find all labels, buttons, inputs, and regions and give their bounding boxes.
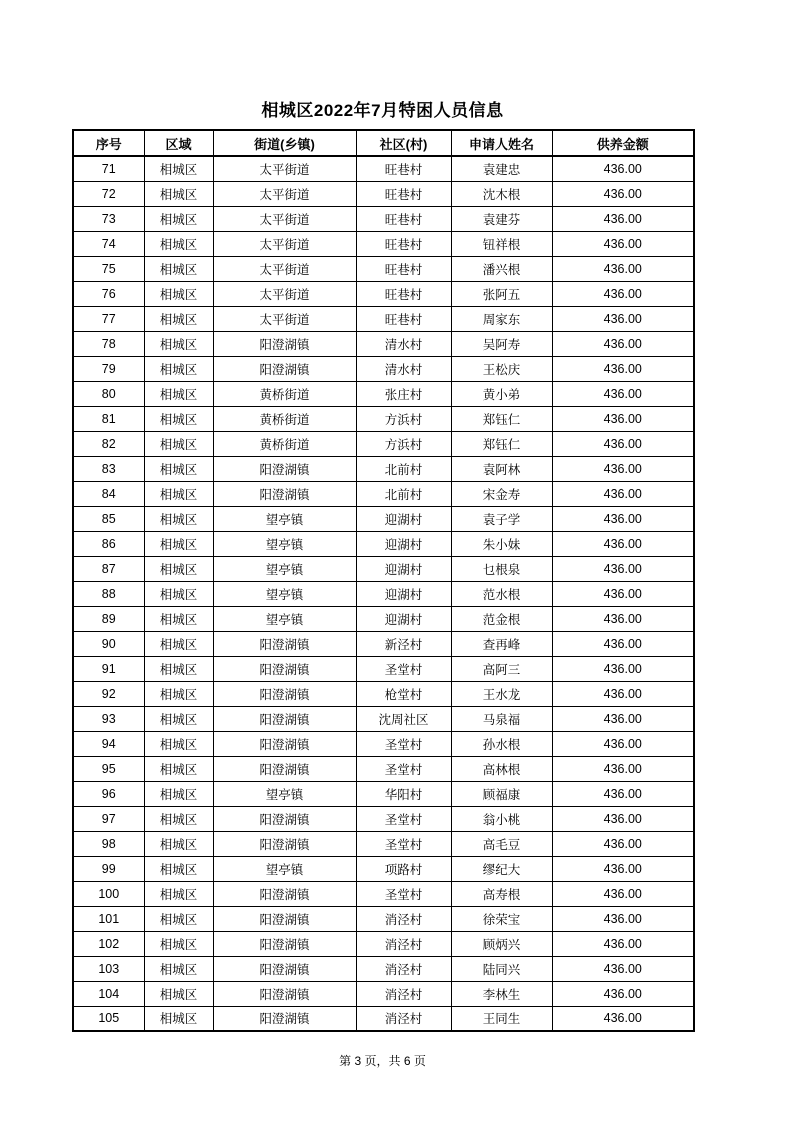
cell-community: 旺巷村 (356, 156, 451, 181)
cell-applicant: 顾福康 (451, 781, 552, 806)
cell-applicant: 高林根 (451, 756, 552, 781)
cell-amount: 436.00 (552, 506, 694, 531)
cell-street: 阳澄湖镇 (213, 806, 356, 831)
cell-street: 阳澄湖镇 (213, 906, 356, 931)
cell-applicant: 范金根 (451, 606, 552, 631)
cell-street: 望亭镇 (213, 531, 356, 556)
cell-community: 圣堂村 (356, 756, 451, 781)
table-row (73, 406, 694, 431)
cell-amount: 436.00 (552, 331, 694, 356)
cell-community: 方浜村 (356, 406, 451, 431)
cell-amount: 436.00 (552, 531, 694, 556)
cell-street: 阳澄湖镇 (213, 931, 356, 956)
cell-applicant: 朱小妹 (451, 531, 552, 556)
table-row (73, 931, 694, 956)
cell-community: 旺巷村 (356, 256, 451, 281)
cell-applicant: 孙水根 (451, 731, 552, 756)
cell-serial: 78 (73, 331, 144, 356)
cell-community: 迎湖村 (356, 556, 451, 581)
cell-applicant: 李林生 (451, 981, 552, 1006)
table-row (73, 381, 694, 406)
cell-applicant: 袁建芬 (451, 206, 552, 231)
table-row (73, 581, 694, 606)
cell-street: 望亭镇 (213, 506, 356, 531)
cell-community: 清水村 (356, 356, 451, 381)
cell-community: 消泾村 (356, 906, 451, 931)
cell-region: 相城区 (144, 881, 213, 906)
cell-community: 迎湖村 (356, 581, 451, 606)
cell-street: 太平街道 (213, 306, 356, 331)
cell-serial: 84 (73, 481, 144, 506)
cell-street: 阳澄湖镇 (213, 481, 356, 506)
cell-region: 相城区 (144, 156, 213, 181)
cell-applicant: 张阿五 (451, 281, 552, 306)
cell-region: 相城区 (144, 231, 213, 256)
cell-community: 消泾村 (356, 981, 451, 1006)
table-row (73, 206, 694, 231)
table-row (73, 556, 694, 581)
cell-applicant: 马泉福 (451, 706, 552, 731)
cell-community: 旺巷村 (356, 231, 451, 256)
cell-region: 相城区 (144, 631, 213, 656)
cell-applicant: 袁阿林 (451, 456, 552, 481)
cell-region: 相城区 (144, 281, 213, 306)
table-row (73, 506, 694, 531)
cell-applicant: 沈木根 (451, 181, 552, 206)
cell-region: 相城区 (144, 381, 213, 406)
column-header-applicant: 申请人姓名 (451, 130, 552, 156)
cell-amount: 436.00 (552, 781, 694, 806)
cell-amount: 436.00 (552, 806, 694, 831)
cell-community: 迎湖村 (356, 506, 451, 531)
cell-region: 相城区 (144, 456, 213, 481)
column-header-street: 街道(乡镇) (213, 130, 356, 156)
cell-serial: 97 (73, 806, 144, 831)
cell-serial: 82 (73, 431, 144, 456)
cell-applicant: 黄小弟 (451, 381, 552, 406)
cell-region: 相城区 (144, 1006, 213, 1031)
cell-serial: 91 (73, 656, 144, 681)
cell-street: 阳澄湖镇 (213, 1006, 356, 1031)
cell-street: 望亭镇 (213, 581, 356, 606)
cell-street: 黄桥街道 (213, 431, 356, 456)
cell-region: 相城区 (144, 256, 213, 281)
cell-street: 望亭镇 (213, 606, 356, 631)
cell-community: 张庄村 (356, 381, 451, 406)
cell-amount: 436.00 (552, 706, 694, 731)
cell-amount: 436.00 (552, 206, 694, 231)
cell-region: 相城区 (144, 756, 213, 781)
cell-amount: 436.00 (552, 656, 694, 681)
cell-serial: 95 (73, 756, 144, 781)
cell-amount: 436.00 (552, 406, 694, 431)
cell-region: 相城区 (144, 781, 213, 806)
cell-amount: 436.00 (552, 306, 694, 331)
cell-community: 旺巷村 (356, 181, 451, 206)
cell-serial: 83 (73, 456, 144, 481)
cell-community: 华阳村 (356, 781, 451, 806)
column-header-serial: 序号 (73, 130, 144, 156)
cell-region: 相城区 (144, 956, 213, 981)
page-title: 相城区2022年7月特困人员信息 (261, 101, 504, 120)
cell-community: 消泾村 (356, 931, 451, 956)
cell-applicant: 吴阿寿 (451, 331, 552, 356)
cell-community: 圣堂村 (356, 731, 451, 756)
cell-serial: 73 (73, 206, 144, 231)
cell-region: 相城区 (144, 856, 213, 881)
cell-amount: 436.00 (552, 181, 694, 206)
cell-serial: 81 (73, 406, 144, 431)
cell-amount: 436.00 (552, 481, 694, 506)
cell-serial: 71 (73, 156, 144, 181)
cell-street: 黄桥街道 (213, 381, 356, 406)
cell-serial: 72 (73, 181, 144, 206)
table-row (73, 231, 694, 256)
cell-applicant: 高毛豆 (451, 831, 552, 856)
cell-region: 相城区 (144, 556, 213, 581)
cell-serial: 98 (73, 831, 144, 856)
table-row (73, 981, 694, 1006)
cell-region: 相城区 (144, 706, 213, 731)
page-footer: 第 3 页，共 6 页 (339, 1054, 426, 1068)
cell-amount: 436.00 (552, 1006, 694, 1031)
cell-region: 相城区 (144, 606, 213, 631)
cell-amount: 436.00 (552, 581, 694, 606)
cell-community: 北前村 (356, 456, 451, 481)
cell-serial: 99 (73, 856, 144, 881)
table-row (73, 156, 694, 181)
cell-community: 清水村 (356, 331, 451, 356)
cell-community: 圣堂村 (356, 806, 451, 831)
cell-region: 相城区 (144, 656, 213, 681)
cell-serial: 90 (73, 631, 144, 656)
table-row (73, 656, 694, 681)
cell-applicant: 顾炳兴 (451, 931, 552, 956)
cell-applicant: 乜根泉 (451, 556, 552, 581)
cell-street: 阳澄湖镇 (213, 456, 356, 481)
column-header-community: 社区(村) (356, 130, 451, 156)
cell-serial: 74 (73, 231, 144, 256)
table-row (73, 281, 694, 306)
table-row (73, 681, 694, 706)
column-header-region: 区域 (144, 130, 213, 156)
cell-community: 圣堂村 (356, 881, 451, 906)
table-row (73, 356, 694, 381)
cell-region: 相城区 (144, 806, 213, 831)
cell-amount: 436.00 (552, 156, 694, 181)
cell-amount: 436.00 (552, 231, 694, 256)
cell-community: 沈周社区 (356, 706, 451, 731)
cell-serial: 93 (73, 706, 144, 731)
cell-community: 新泾村 (356, 631, 451, 656)
cell-serial: 103 (73, 956, 144, 981)
cell-community: 迎湖村 (356, 531, 451, 556)
table-row (73, 456, 694, 481)
cell-region: 相城区 (144, 681, 213, 706)
cell-applicant: 袁建忠 (451, 156, 552, 181)
column-header-amount: 供养金额 (552, 130, 694, 156)
cell-street: 太平街道 (213, 256, 356, 281)
cell-community: 旺巷村 (356, 206, 451, 231)
cell-community: 圣堂村 (356, 831, 451, 856)
cell-serial: 89 (73, 606, 144, 631)
cell-serial: 101 (73, 906, 144, 931)
header-row (73, 130, 694, 156)
cell-applicant: 潘兴根 (451, 256, 552, 281)
cell-amount: 436.00 (552, 906, 694, 931)
cell-street: 阳澄湖镇 (213, 831, 356, 856)
cell-street: 阳澄湖镇 (213, 956, 356, 981)
table-row (73, 256, 694, 281)
cell-street: 望亭镇 (213, 856, 356, 881)
table-row (73, 531, 694, 556)
cell-amount: 436.00 (552, 256, 694, 281)
table-row (73, 181, 694, 206)
cell-serial: 80 (73, 381, 144, 406)
cell-street: 阳澄湖镇 (213, 731, 356, 756)
cell-applicant: 高阿三 (451, 656, 552, 681)
cell-amount: 436.00 (552, 606, 694, 631)
cell-street: 望亭镇 (213, 781, 356, 806)
table-row (73, 831, 694, 856)
table-row (73, 881, 694, 906)
cell-applicant: 王水龙 (451, 681, 552, 706)
table-row (73, 856, 694, 881)
cell-applicant: 徐荣宝 (451, 906, 552, 931)
cell-serial: 104 (73, 981, 144, 1006)
cell-street: 黄桥街道 (213, 406, 356, 431)
cell-region: 相城区 (144, 506, 213, 531)
table-row (73, 806, 694, 831)
cell-amount: 436.00 (552, 681, 694, 706)
cell-street: 阳澄湖镇 (213, 881, 356, 906)
cell-applicant: 查再峰 (451, 631, 552, 656)
cell-region: 相城区 (144, 206, 213, 231)
cell-street: 太平街道 (213, 281, 356, 306)
cell-community: 旺巷村 (356, 281, 451, 306)
cell-region: 相城区 (144, 906, 213, 931)
table-row (73, 431, 694, 456)
table-row (73, 731, 694, 756)
cell-serial: 79 (73, 356, 144, 381)
cell-community: 旺巷村 (356, 306, 451, 331)
table-row (73, 706, 694, 731)
cell-amount: 436.00 (552, 456, 694, 481)
cell-serial: 105 (73, 1006, 144, 1031)
cell-community: 项路村 (356, 856, 451, 881)
cell-street: 阳澄湖镇 (213, 981, 356, 1006)
cell-community: 消泾村 (356, 1006, 451, 1031)
cell-serial: 87 (73, 556, 144, 581)
cell-street: 太平街道 (213, 181, 356, 206)
cell-region: 相城区 (144, 181, 213, 206)
cell-street: 太平街道 (213, 206, 356, 231)
cell-amount: 436.00 (552, 731, 694, 756)
cell-amount: 436.00 (552, 556, 694, 581)
cell-serial: 96 (73, 781, 144, 806)
cell-community: 消泾村 (356, 956, 451, 981)
cell-amount: 436.00 (552, 831, 694, 856)
cell-applicant: 王同生 (451, 1006, 552, 1031)
table-row (73, 481, 694, 506)
cell-amount: 436.00 (552, 956, 694, 981)
cell-serial: 86 (73, 531, 144, 556)
cell-amount: 436.00 (552, 281, 694, 306)
cell-serial: 77 (73, 306, 144, 331)
cell-amount: 436.00 (552, 981, 694, 1006)
cell-community: 方浜村 (356, 431, 451, 456)
cell-amount: 436.00 (552, 381, 694, 406)
cell-street: 阳澄湖镇 (213, 681, 356, 706)
cell-street: 阳澄湖镇 (213, 356, 356, 381)
cell-serial: 75 (73, 256, 144, 281)
cell-region: 相城区 (144, 981, 213, 1006)
table-row (73, 956, 694, 981)
table-row (73, 606, 694, 631)
cell-region: 相城区 (144, 306, 213, 331)
cell-street: 阳澄湖镇 (213, 706, 356, 731)
cell-region: 相城区 (144, 931, 213, 956)
cell-serial: 88 (73, 581, 144, 606)
table-row (73, 781, 694, 806)
cell-serial: 85 (73, 506, 144, 531)
cell-amount: 436.00 (552, 431, 694, 456)
cell-applicant: 郑钰仁 (451, 431, 552, 456)
table-body (73, 156, 694, 1031)
cell-applicant: 翁小桃 (451, 806, 552, 831)
table-row (73, 906, 694, 931)
cell-applicant: 周家东 (451, 306, 552, 331)
cell-community: 北前村 (356, 481, 451, 506)
cell-street: 阳澄湖镇 (213, 756, 356, 781)
document-body (72, 100, 693, 1032)
cell-amount: 436.00 (552, 356, 694, 381)
cell-amount: 436.00 (552, 756, 694, 781)
cell-community: 枪堂村 (356, 681, 451, 706)
cell-applicant: 郑钰仁 (451, 406, 552, 431)
table-row (73, 1006, 694, 1031)
cell-region: 相城区 (144, 331, 213, 356)
cell-applicant: 高寿根 (451, 881, 552, 906)
cell-region: 相城区 (144, 581, 213, 606)
cell-region: 相城区 (144, 406, 213, 431)
cell-region: 相城区 (144, 731, 213, 756)
cell-applicant: 范水根 (451, 581, 552, 606)
cell-applicant: 袁子学 (451, 506, 552, 531)
cell-applicant: 宋金寿 (451, 481, 552, 506)
cell-applicant: 陆同兴 (451, 956, 552, 981)
cell-street: 阳澄湖镇 (213, 331, 356, 356)
cell-region: 相城区 (144, 831, 213, 856)
cell-amount: 436.00 (552, 931, 694, 956)
cell-region: 相城区 (144, 481, 213, 506)
cell-region: 相城区 (144, 531, 213, 556)
cell-street: 阳澄湖镇 (213, 656, 356, 681)
cell-community: 迎湖村 (356, 606, 451, 631)
cell-street: 太平街道 (213, 231, 356, 256)
cell-street: 望亭镇 (213, 556, 356, 581)
cell-serial: 94 (73, 731, 144, 756)
table-row (73, 306, 694, 331)
cell-amount: 436.00 (552, 631, 694, 656)
cell-community: 圣堂村 (356, 656, 451, 681)
cell-applicant: 王松庆 (451, 356, 552, 381)
table-row (73, 756, 694, 781)
cell-serial: 102 (73, 931, 144, 956)
cell-street: 阳澄湖镇 (213, 631, 356, 656)
table-row (73, 331, 694, 356)
cell-applicant: 缪纪大 (451, 856, 552, 881)
records-table (72, 129, 695, 1032)
cell-region: 相城区 (144, 356, 213, 381)
table-row (73, 631, 694, 656)
cell-applicant: 钮祥根 (451, 231, 552, 256)
cell-serial: 100 (73, 881, 144, 906)
cell-amount: 436.00 (552, 881, 694, 906)
cell-amount: 436.00 (552, 856, 694, 881)
cell-street: 太平街道 (213, 156, 356, 181)
cell-serial: 92 (73, 681, 144, 706)
cell-region: 相城区 (144, 431, 213, 456)
cell-serial: 76 (73, 281, 144, 306)
